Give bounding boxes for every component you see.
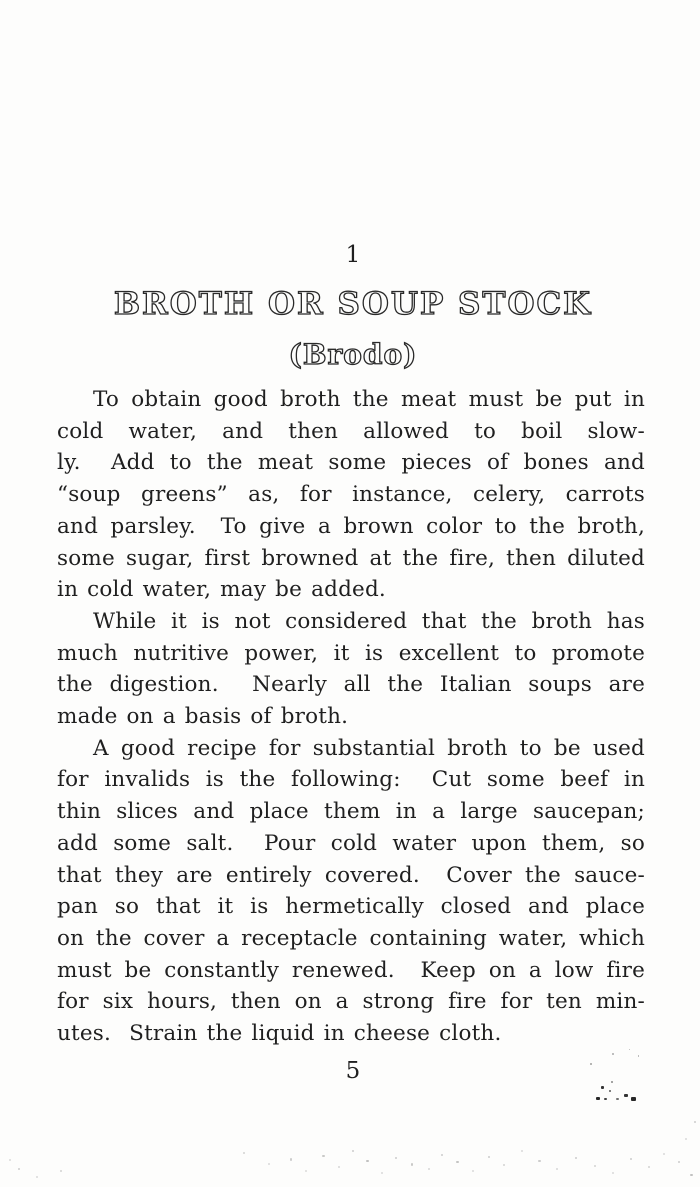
scan-speck [624, 1094, 628, 1097]
text-line: While it is not considered that the broth has [93, 608, 645, 634]
scan-speck [472, 1170, 474, 1172]
scan-speck [290, 1158, 292, 1161]
scan-speck [575, 1157, 577, 1159]
scan-speck [395, 1157, 397, 1159]
scan-speck [609, 1090, 611, 1092]
text-line: for six hours, then on a strong fire for ten min- [57, 989, 645, 1015]
scan-speck [60, 1170, 62, 1172]
scan-speck [604, 1098, 607, 1100]
scan-speck [631, 1097, 636, 1101]
text-line: cold water, and then allowed to boil slow- [57, 418, 645, 444]
paragraph [57, 733, 645, 1050]
scan-speck [411, 1163, 413, 1166]
paragraph [57, 606, 645, 733]
chapter-title: BROTH OR SOUP STOCK [113, 286, 593, 322]
text-line: made on a basis of broth. [57, 704, 349, 730]
scan-speck [612, 1172, 614, 1174]
text-line: for invalids is the following: Cut some beef in [57, 767, 645, 793]
scan-speck [305, 1170, 307, 1172]
scan-speck [352, 1150, 354, 1152]
text-line: much nutritive power, it is excellent to promote [57, 640, 645, 666]
scan-speck [322, 1155, 325, 1157]
scan-speck [612, 1053, 614, 1055]
scan-speck [338, 1166, 340, 1168]
paragraph [57, 384, 645, 606]
scan-speck [381, 1172, 383, 1174]
scan-speck [663, 1153, 665, 1155]
text-line: A good recipe for substantial broth to be used [93, 735, 645, 761]
chapter-subtitle: (Brodo) [288, 338, 418, 371]
scan-speck [18, 1168, 20, 1170]
scan-speck [268, 1163, 270, 1165]
scan-speck [243, 1152, 245, 1154]
text-line: in cold water, may be added. [57, 577, 386, 603]
text-line: on the cover a receptacle containing water, which [57, 925, 645, 951]
body-text [57, 384, 645, 1050]
scan-speck [456, 1161, 459, 1163]
scan-speck [441, 1154, 443, 1156]
scan-speck [366, 1160, 369, 1162]
scan-speck [690, 1174, 693, 1176]
text-line: thin slices and place them in a large saucepan; [57, 799, 645, 825]
scan-speck [678, 1161, 680, 1163]
text-line: utes. Strain the liquid in cheese cloth. [57, 1021, 502, 1047]
text-line: ly. Add to the meat some pieces of bones and [57, 450, 645, 476]
text-line: “soup greens” as, for instance, celery, carrots [57, 482, 645, 508]
scan-speck [694, 1121, 696, 1123]
page-number: 5 [345, 1058, 361, 1084]
text-line: some sugar, first browned at the fire, then diluted [57, 545, 645, 571]
scan-speck [9, 1159, 11, 1161]
scan-speck [521, 1150, 523, 1152]
scan-speck [488, 1156, 490, 1158]
scan-speck [594, 1165, 596, 1167]
scan-speck [596, 1097, 600, 1100]
scan-speck [428, 1168, 430, 1170]
scan-speck [36, 1176, 38, 1178]
text-line: that they are entirely covered. Cover the sauce- [57, 862, 645, 888]
scan-speck [601, 1086, 604, 1089]
text-line: To obtain good broth the meat must be put in [93, 387, 645, 412]
scan-speck [648, 1166, 650, 1168]
scan-speck [630, 1158, 632, 1160]
text-line: must be constantly renewed. Keep on a low fire [57, 957, 645, 983]
scan-speck [638, 1055, 639, 1057]
scan-speck [503, 1164, 505, 1166]
scan-speck [616, 1098, 619, 1100]
scan-speck [556, 1168, 558, 1170]
text-line: the digestion. Nearly all the Italian soups are [57, 672, 645, 698]
scan-speck [538, 1160, 541, 1162]
text-line: add some salt. Pour cold water upon them, so [57, 830, 645, 856]
text-line: pan so that it is hermetically closed and place [57, 894, 645, 920]
chapter-number: 1 [345, 242, 361, 268]
scan-speck [685, 1138, 687, 1140]
text-line: and parsley. To give a brown color to the broth, [57, 513, 645, 539]
